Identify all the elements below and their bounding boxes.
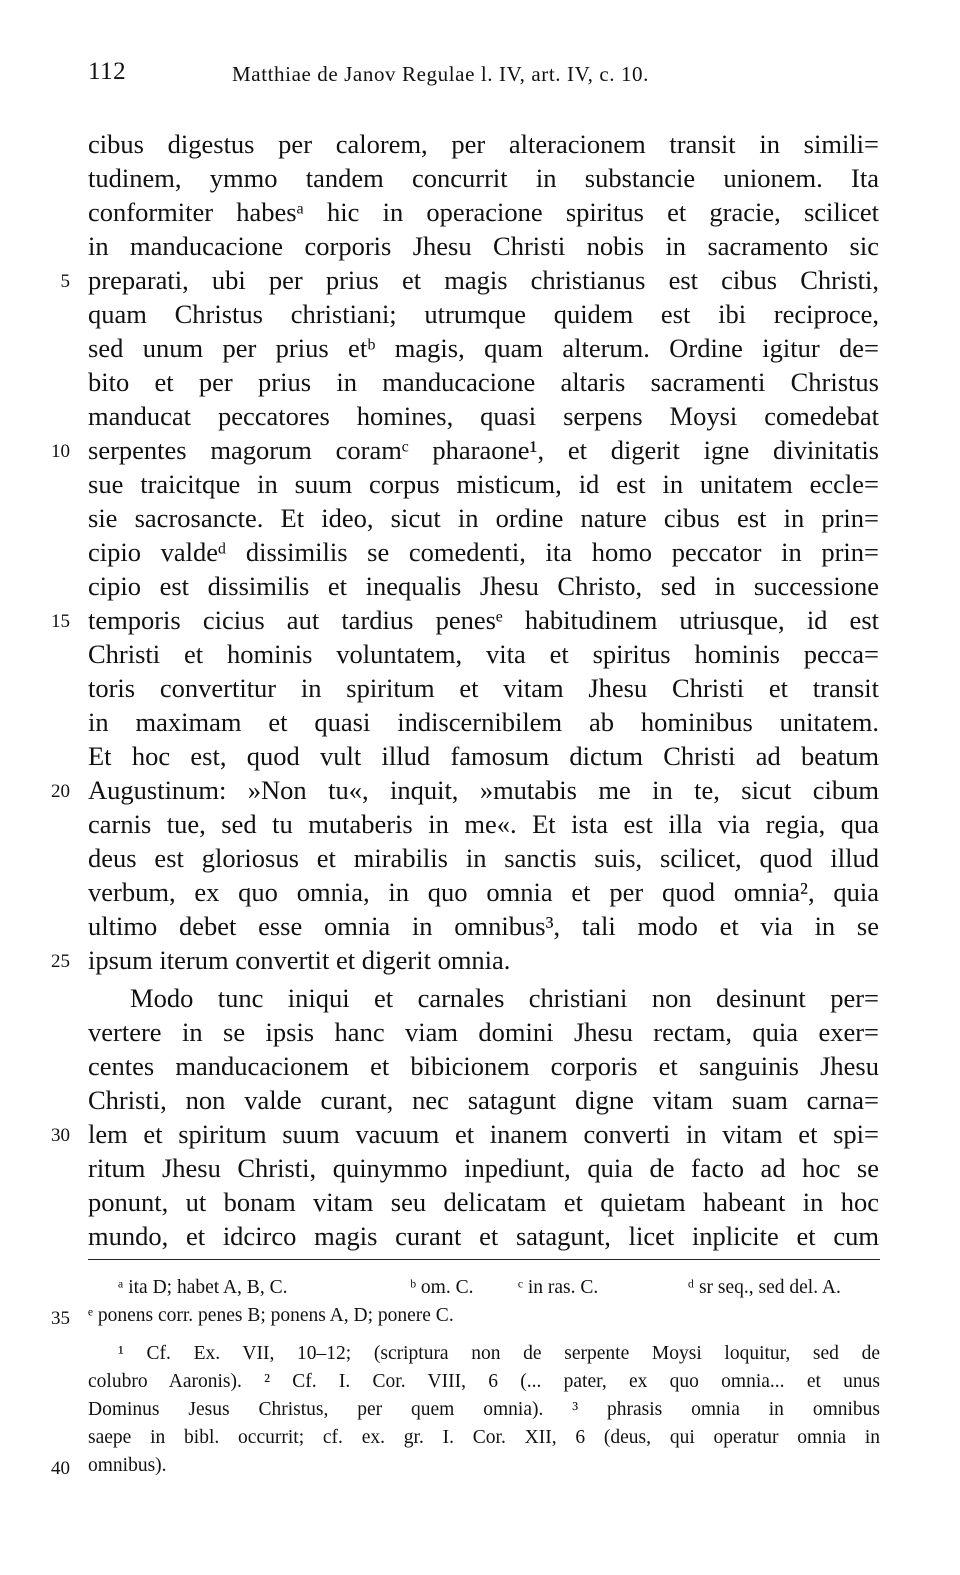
text-line: ritum Jhesu Christi, quinymmo inpediunt, quia de facto ad hoc se — [88, 1153, 879, 1183]
apparatus-row — [88, 1274, 880, 1302]
footnote-line: Dominus Jesus Christus, per quem omnia). ³ phrasis omnia in omnibus — [88, 1399, 880, 1420]
text-line: ultimo debet esse omnia in omnibus³, tali modo et via in se — [88, 911, 879, 941]
text-line: vertere in se ipsis hanc viam domini Jhesu rectam, quia exer= — [88, 1017, 879, 1047]
apparatus-row — [88, 1302, 880, 1330]
text-line: Modo tunc iniqui et carnales christiani non desinunt per= — [130, 983, 879, 1013]
text-line: bito et per prius in manducacione altaris sacramenti Christus — [88, 367, 879, 397]
text-line: in manducacione corporis Jhesu Christi nobis in sacramento sic — [88, 231, 879, 261]
footnote-line: colubro Aaronis). ² Cf. I. Cor. VIII, 6 (... pater, ex quo omnia... et unus — [88, 1371, 880, 1392]
line-number: 30 — [51, 1125, 70, 1146]
text-line: carnis tue, sed tu mutaberis in me«. Et ista est illa via regia, qua — [88, 809, 879, 839]
line-number: 20 — [51, 781, 70, 802]
text-line: manducat peccatores homines, quasi serpens Moysi comedebat — [88, 401, 879, 431]
line-number: 40 — [51, 1458, 70, 1479]
line-number: 10 — [51, 441, 70, 462]
text-line: toris convertitur in spiritum et vitam Jhesu Christi et transit — [88, 673, 879, 703]
line-number: 25 — [51, 951, 70, 972]
line-number: 35 — [51, 1308, 70, 1329]
apparatus-note: ᵇ om. C. — [410, 1277, 474, 1298]
text-line: Christi, non valde curant, nec satagunt digne vitam suam carna= — [88, 1085, 879, 1115]
text-line: cipio est dissimilis et inequalis Jhesu Christo, sed in successione — [88, 571, 879, 601]
line-number: 15 — [51, 611, 70, 632]
text-line: sie sacrosancte. Et ideo, sicut in ordine nature cibus est in prin= — [88, 503, 879, 533]
text-line: mundo, et idcirco magis curant et satagunt, licet inplicite et cum — [88, 1221, 879, 1251]
footnote-line: omnibus). — [88, 1455, 167, 1476]
page-number: 112 — [88, 58, 127, 85]
text-line: ponunt, ut bonam vitam seu delicatam et quietam habeant in hoc — [88, 1187, 879, 1217]
text-line: quam Christus christiani; utrumque quidem est ibi reciproce, — [88, 299, 879, 329]
text-line: Et hoc est, quod vult illud famosum dictum Christi ad beatum — [88, 741, 879, 771]
text-line: sue traicitque in suum corpus misticum, id est in unitatem eccle= — [88, 469, 879, 499]
text-line: tudinem, ymmo tandem concurrit in substancie unionem. Ita — [88, 163, 879, 193]
apparatus-note: ᶜ in ras. C. — [518, 1277, 599, 1298]
text-line: lem et spiritum suum vacuum et inanem converti in vitam et spi= — [88, 1119, 879, 1149]
text-line: in maximam et quasi indiscernibilem ab hominibus unitatem. — [88, 707, 879, 737]
line-number: 5 — [60, 271, 70, 292]
text-line: Augustinum: »Non tu«, inquit, »mutabis me in te, sicut cibum — [88, 775, 879, 805]
text-line: sed unum per prius etᵇ magis, quam alterum. Ordine igitur de= — [88, 333, 879, 363]
text-line: Christi et hominis voluntatem, vita et spiritus hominis pecca= — [88, 639, 879, 669]
text-line: verbum, ex quo omnia, in quo omnia et per quod omnia², quia — [88, 877, 879, 907]
text-line: cipio valdeᵈ dissimilis se comedenti, ita homo peccator in prin= — [88, 537, 879, 567]
text-line: temporis cicius aut tardius penesᵉ habitudinem utriusque, id est — [88, 605, 879, 635]
apparatus-note: ᵈ sr seq., sed del. A. — [688, 1277, 841, 1298]
apparatus-note: ᵉ ponens corr. penes B; ponens A, D; ponere C. — [88, 1305, 454, 1326]
page-header — [88, 58, 880, 98]
running-title: Matthiae de Janov Regulae l. IV, art. IV, c. 10. — [232, 62, 650, 86]
text-line: centes manducacionem et bibicionem corporis et sanguinis Jhesu — [88, 1051, 879, 1081]
footnote-line: saepe in bibl. occurrit; cf. ex. gr. I. Cor. XII, 6 (deus, qui operatur omnia in — [88, 1427, 880, 1448]
apparatus-note: ᵃ ita D; habet A, B, C. — [118, 1277, 288, 1298]
footnote-rule — [88, 1259, 880, 1260]
text-line: ipsum iterum convertit et digerit omnia. — [88, 945, 511, 975]
text-line: preparati, ubi per prius et magis christianus est cibus Christi, — [88, 265, 879, 295]
text-line: cibus digestus per calorem, per alteracionem transit in simili= — [88, 129, 879, 159]
footnote-line: ¹ Cf. Ex. VII, 10–12; (scriptura non de serpente Moysi loquitur, sed de — [118, 1343, 880, 1364]
text-line: deus est gloriosus et mirabilis in sanctis suis, scilicet, quod illud — [88, 843, 879, 873]
text-line: serpentes magorum coramᶜ pharaone¹, et digerit igne divinitatis — [88, 435, 879, 465]
text-line: conformiter habesᵃ hic in operacione spiritus et gracie, scilicet — [88, 197, 879, 227]
